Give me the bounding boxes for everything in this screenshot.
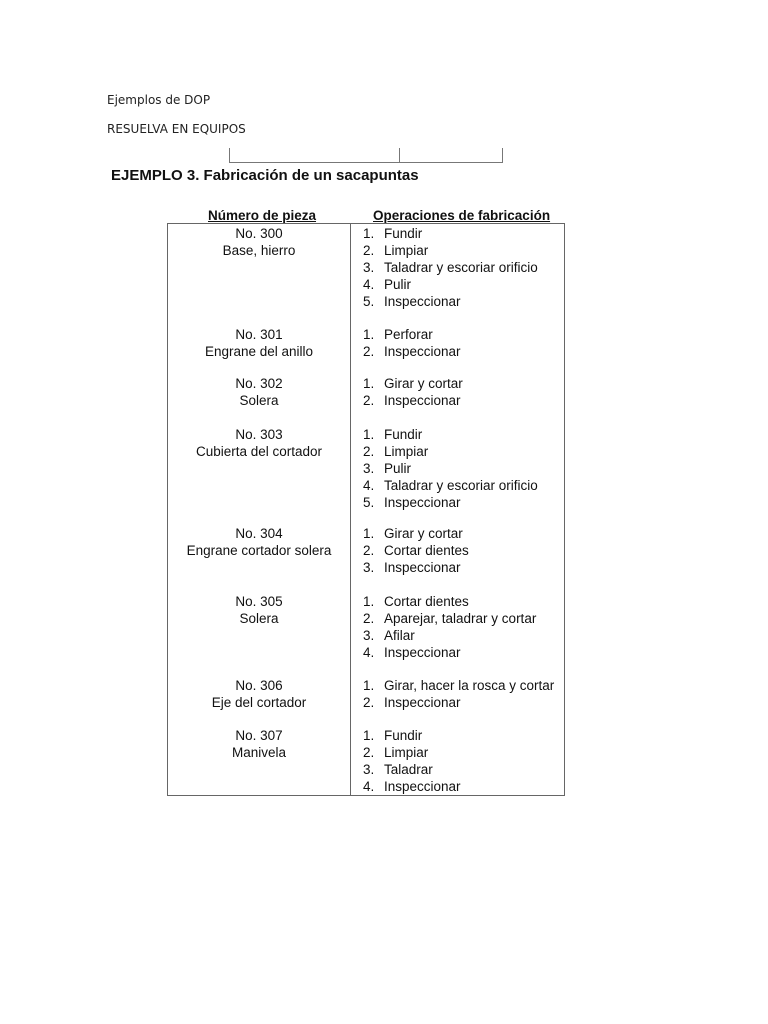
piece-number: No. 305 bbox=[235, 594, 283, 609]
operation-item bbox=[363, 243, 538, 260]
piece-number: No. 304 bbox=[235, 526, 283, 541]
operation-label: Cortar dientes bbox=[384, 542, 469, 558]
operation-item bbox=[363, 560, 469, 577]
piece-cell bbox=[168, 728, 350, 761]
operation-item bbox=[363, 427, 538, 444]
operation-item bbox=[363, 495, 538, 512]
operation-label: Taladrar y escoriar orificio bbox=[384, 477, 538, 493]
operation-label: Inspeccionar bbox=[384, 343, 461, 359]
piece-name: Base, hierro bbox=[222, 242, 296, 258]
operation-item bbox=[363, 226, 538, 243]
operation-item bbox=[363, 695, 554, 712]
operation-number: 2. bbox=[363, 343, 375, 359]
operations-list bbox=[363, 678, 554, 712]
operation-item bbox=[363, 645, 536, 662]
operation-label: Inspeccionar bbox=[384, 778, 461, 794]
piece-cell bbox=[168, 678, 350, 711]
operation-item bbox=[363, 745, 461, 762]
operation-label: Inspeccionar bbox=[384, 559, 461, 575]
operation-item bbox=[363, 628, 536, 645]
operation-label: Girar y cortar bbox=[384, 526, 463, 541]
operation-label: Perforar bbox=[384, 327, 433, 342]
operations-list bbox=[363, 376, 463, 410]
piece-number: No. 301 bbox=[235, 327, 283, 342]
operation-number: 1. bbox=[363, 728, 375, 743]
operation-label: Girar y cortar bbox=[384, 376, 463, 391]
operation-item bbox=[363, 478, 538, 495]
operation-label: Inspeccionar bbox=[384, 293, 461, 309]
operation-label: Pulir bbox=[384, 460, 412, 476]
piece-name: Engrane del anillo bbox=[204, 343, 314, 359]
operation-label: Inspeccionar bbox=[384, 392, 461, 408]
operation-label: Limpiar bbox=[384, 744, 429, 760]
operation-number: 5. bbox=[363, 494, 375, 510]
operation-item bbox=[363, 344, 461, 361]
column-header-piece: Número de pieza bbox=[208, 208, 317, 223]
piece-number: No. 303 bbox=[235, 427, 283, 442]
operation-number: 1. bbox=[363, 327, 375, 342]
operation-number: 3. bbox=[363, 259, 375, 275]
operation-number: 2. bbox=[363, 392, 375, 408]
operations-list bbox=[363, 526, 469, 577]
operation-number: 2. bbox=[363, 744, 375, 760]
table-fragment-right bbox=[398, 148, 503, 163]
operation-label: Inspeccionar bbox=[384, 694, 461, 710]
operation-item bbox=[363, 678, 554, 695]
operation-number: 3. bbox=[363, 559, 375, 575]
operation-number: 1. bbox=[363, 226, 375, 241]
operation-number: 2. bbox=[363, 242, 375, 258]
operation-number: 2. bbox=[363, 610, 375, 626]
operations-list bbox=[363, 327, 461, 361]
piece-cell bbox=[168, 594, 350, 627]
operation-number: 3. bbox=[363, 761, 375, 777]
operation-item bbox=[363, 327, 461, 344]
piece-name: Solera bbox=[239, 392, 279, 408]
operation-number: 1. bbox=[363, 594, 375, 609]
example-title: EJEMPLO 3. Fabricación de un sacapuntas bbox=[111, 167, 419, 184]
piece-name: Eje del cortador bbox=[211, 694, 307, 710]
operation-item bbox=[363, 779, 461, 796]
operation-label: Afilar bbox=[384, 627, 415, 643]
operation-item bbox=[363, 543, 469, 560]
operation-label: Limpiar bbox=[384, 242, 429, 258]
piece-number: No. 306 bbox=[235, 678, 283, 693]
operation-number: 2. bbox=[363, 443, 375, 459]
operations-list bbox=[363, 427, 538, 512]
operation-number: 4. bbox=[363, 477, 375, 493]
operation-label: Taladrar y escoriar orificio bbox=[384, 259, 538, 275]
piece-cell bbox=[168, 376, 350, 409]
document-line-title: Ejemplos de DOP bbox=[107, 93, 211, 107]
operations-list bbox=[363, 226, 538, 311]
operation-number: 4. bbox=[363, 276, 375, 292]
operations-list bbox=[363, 594, 536, 662]
table-divider bbox=[350, 223, 351, 796]
operation-item bbox=[363, 376, 463, 393]
piece-name: Manivela bbox=[231, 744, 287, 760]
operation-number: 1. bbox=[363, 678, 375, 693]
operation-item bbox=[363, 444, 538, 461]
piece-cell bbox=[168, 327, 350, 360]
table-fragment-left bbox=[229, 148, 400, 163]
operations-list bbox=[363, 728, 461, 796]
operation-number: 2. bbox=[363, 694, 375, 710]
piece-cell bbox=[168, 526, 350, 559]
piece-cell bbox=[168, 427, 350, 460]
operation-label: Fundir bbox=[384, 226, 423, 241]
operation-item bbox=[363, 461, 538, 478]
operation-item bbox=[363, 728, 461, 745]
operation-number: 4. bbox=[363, 644, 375, 660]
operation-item bbox=[363, 277, 538, 294]
operation-label: Taladrar bbox=[384, 761, 433, 777]
operation-item bbox=[363, 594, 536, 611]
operation-label: Fundir bbox=[384, 427, 423, 442]
operation-label: Inspeccionar bbox=[384, 644, 461, 660]
operation-item bbox=[363, 294, 538, 311]
operation-label: Inspeccionar bbox=[384, 494, 461, 510]
piece-number: No. 300 bbox=[235, 226, 283, 241]
operation-item bbox=[363, 526, 469, 543]
operation-number: 4. bbox=[363, 778, 375, 794]
operation-label: Limpiar bbox=[384, 443, 429, 459]
operation-item bbox=[363, 393, 463, 410]
operation-number: 2. bbox=[363, 542, 375, 558]
column-header-operations: Operaciones de fabricación bbox=[373, 208, 551, 223]
piece-cell bbox=[168, 226, 350, 259]
operation-number: 5. bbox=[363, 293, 375, 309]
operation-label: Cortar dientes bbox=[384, 594, 469, 609]
operation-number: 1. bbox=[363, 427, 375, 442]
piece-number: No. 307 bbox=[235, 728, 283, 743]
operation-item bbox=[363, 260, 538, 277]
piece-name: Cubierta del cortador bbox=[195, 443, 323, 459]
piece-number: No. 302 bbox=[235, 376, 283, 391]
operation-label: Aparejar, taladrar y cortar bbox=[384, 610, 537, 626]
piece-name: Solera bbox=[239, 610, 279, 626]
operation-number: 3. bbox=[363, 460, 375, 476]
operation-label: Girar, hacer la rosca y cortar bbox=[384, 678, 555, 693]
operation-item bbox=[363, 611, 536, 628]
operation-number: 1. bbox=[363, 376, 375, 391]
operation-label: Fundir bbox=[384, 728, 423, 743]
operation-item bbox=[363, 762, 461, 779]
operation-number: 1. bbox=[363, 526, 375, 541]
piece-name: Engrane cortador solera bbox=[186, 542, 332, 558]
operation-label: Pulir bbox=[384, 276, 412, 292]
document-line-instruction: RESUELVA EN EQUIPOS bbox=[107, 122, 246, 136]
operation-number: 3. bbox=[363, 627, 375, 643]
